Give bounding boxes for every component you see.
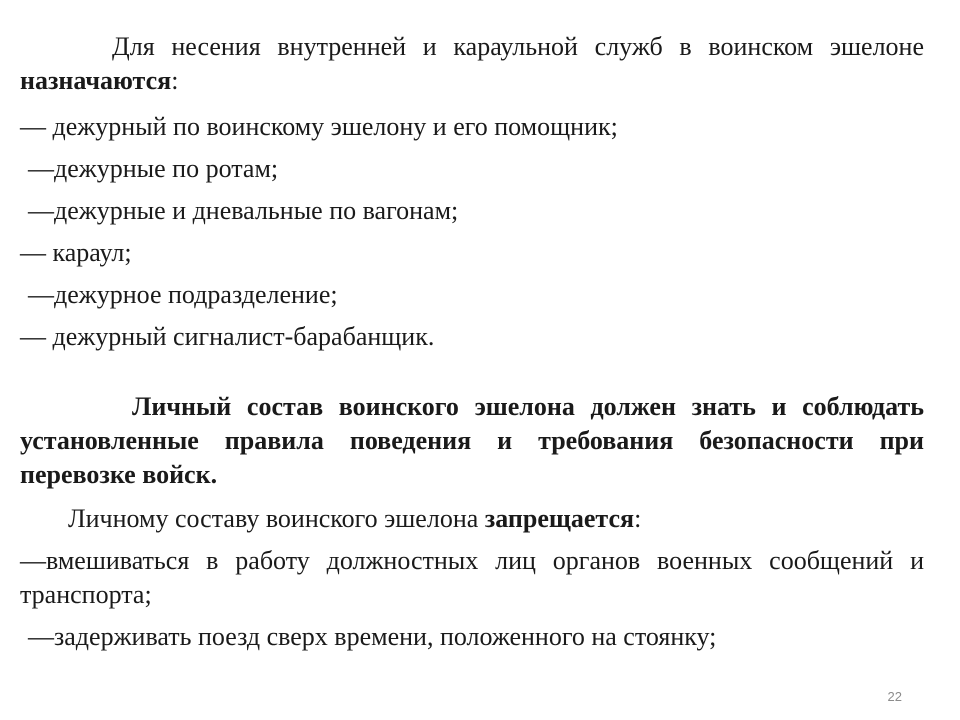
duty-item: —дежурное подразделение; — [28, 280, 338, 309]
slide-content — [20, 30, 924, 654]
forbidden-intro-paragraph — [20, 502, 924, 536]
intro-bold-word: назначаются — [20, 66, 172, 95]
forbidden-intro-text: Личному составу воинского эшелона — [68, 504, 485, 533]
duty-item: — дежурный сигналист-барабанщик. — [20, 322, 435, 351]
rule-paragraph: Личный состав воинского эшелона должен знать и соблюдать установленные правила поведения и требования безопасности при перевозке войск. — [20, 392, 924, 489]
page-number: 22 — [887, 689, 902, 704]
duty-item: —дежурные и дневальные по вагонам; — [28, 196, 459, 225]
forbidden-intro-tail: : — [634, 504, 642, 533]
duty-item: — дежурный по воинскому эшелону и его помощник; — [20, 112, 618, 141]
forbidden-bold-word: запрещается — [484, 504, 635, 533]
intro-tail: : — [171, 66, 179, 95]
duty-item: — караул; — [20, 238, 132, 267]
forbidden-item: —вмешиваться в работу должностных лиц органов военных сообщений и транспорта; — [20, 546, 924, 609]
intro-paragraph — [20, 30, 924, 98]
intro-text: Для несения внутренней и караульной служб в воинском эшелоне — [112, 32, 924, 61]
duty-item: —дежурные по ротам; — [28, 154, 279, 183]
forbidden-item: —задерживать поезд сверх времени, положенного на стоянку; — [28, 622, 717, 651]
spacer — [20, 354, 924, 390]
